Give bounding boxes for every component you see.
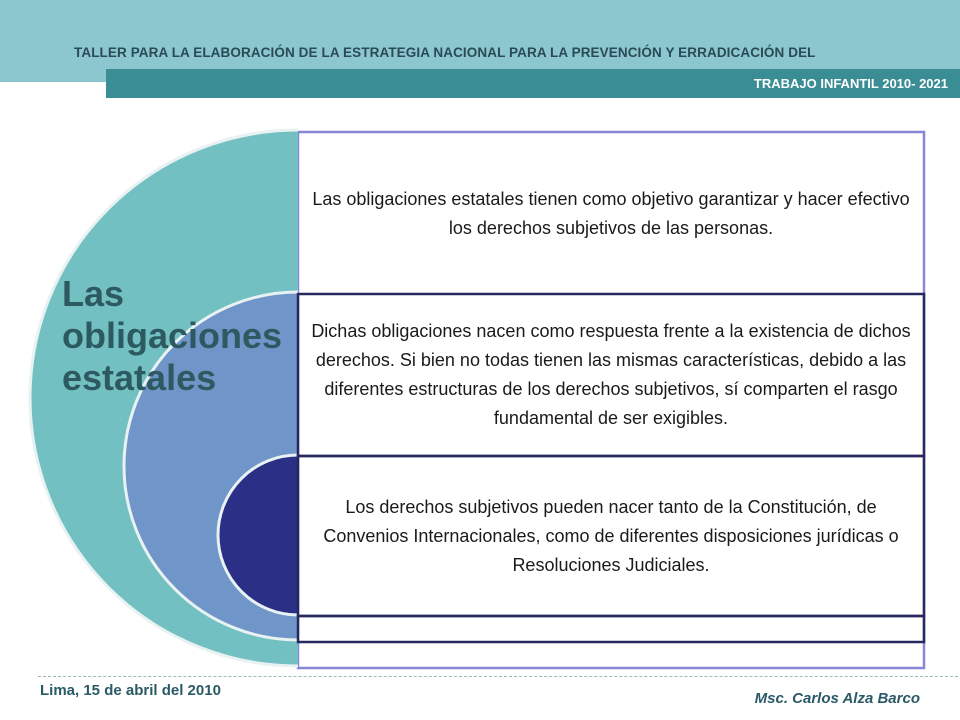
footer-divider — [38, 676, 958, 677]
header-subtitle: TRABAJO INFANTIL 2010- 2021 — [106, 69, 960, 98]
footer-date: Lima, 15 de abril del 2010 — [40, 682, 221, 699]
main-label: Las obligaciones estatales — [62, 273, 283, 398]
footer-author: Msc. Carlos Alza Barco — [754, 690, 920, 707]
text-box-2: Dichas obligaciones nacen como respuesta frente a la existencia de dichos derechos. Si bien no todas tienen las mismas características, debido a las diferentes estructuras de los derechos subjetivos, sí comparten el rasgo fundamental de ser exigibles. — [311, 321, 911, 428]
text-box-1: Las obligaciones estatales tienen como objetivo garantizar y hacer efectivo los derechos subjetivos de las personas. — [312, 189, 910, 238]
header-title: TALLER PARA LA ELABORACIÓN DE LA ESTRATEGIA NACIONAL PARA LA PREVENCIÓN Y ERRADICACIÓN DEL — [74, 45, 816, 60]
box-frame-4 — [298, 616, 924, 642]
text-box-3: Los derechos subjetivos pueden nacer tanto de la Constitución, de Convenios Internacionales, como de diferentes disposiciones jurídicas o Resoluciones Judiciales. — [323, 496, 899, 575]
